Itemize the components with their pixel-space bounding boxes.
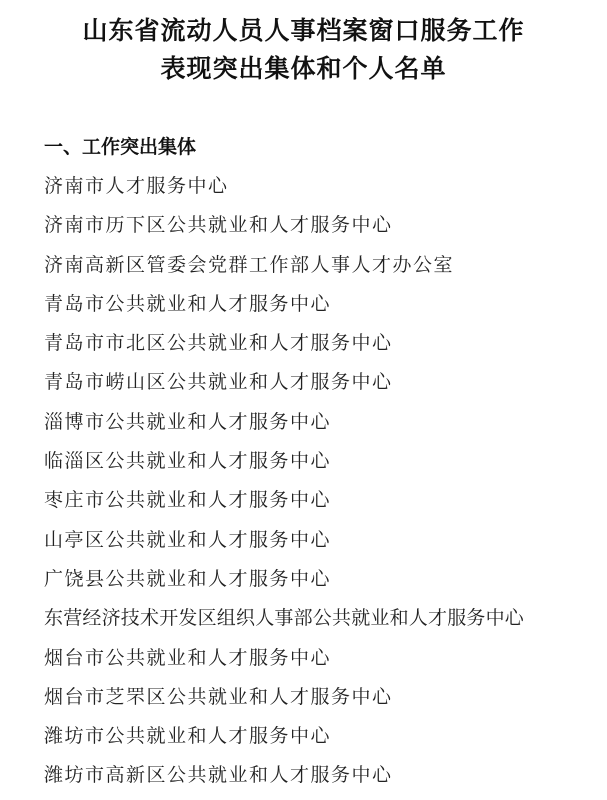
list-item: 青岛市市北区公共就业和人才服务中心 — [44, 332, 393, 355]
list-item: 青岛市崂山区公共就业和人才服务中心 — [44, 371, 393, 394]
list-item: 青岛市公共就业和人才服务中心 — [44, 292, 332, 315]
outstanding-collectives-list — [44, 171, 604, 800]
list-item: 淄博市公共就业和人才服务中心 — [44, 410, 332, 433]
list-item: 潍坊市高新区公共就业和人才服务中心 — [44, 764, 393, 787]
list-item: 临淄区公共就业和人才服务中心 — [44, 450, 332, 473]
document-title-line-1: 山东省流动人员人事档案窗口服务工作 — [82, 16, 525, 45]
list-item: 济南高新区管委会党群工作部人事人才办公室 — [44, 253, 455, 276]
list-item: 济南市历下区公共就业和人才服务中心 — [44, 214, 393, 237]
list-item: 东营经济技术开发区组织人事部公共就业和人才服务中心 — [44, 607, 525, 630]
list-item: 烟台市芝罘区公共就业和人才服务中心 — [44, 685, 393, 708]
document-title-line-2: 表现突出集体和个人名单 — [160, 54, 447, 83]
list-item: 广饶县公共就业和人才服务中心 — [44, 567, 332, 590]
list-item: 潍坊市公共就业和人才服务中心 — [44, 725, 332, 748]
list-item: 济南市人才服务中心 — [44, 175, 229, 197]
section-heading-outstanding-collectives: 一、工作突出集体 — [44, 136, 197, 158]
list-item: 山亭区公共就业和人才服务中心 — [44, 528, 332, 551]
list-item: 枣庄市公共就业和人才服务中心 — [44, 489, 332, 512]
list-item: 烟台市公共就业和人才服务中心 — [44, 646, 332, 669]
